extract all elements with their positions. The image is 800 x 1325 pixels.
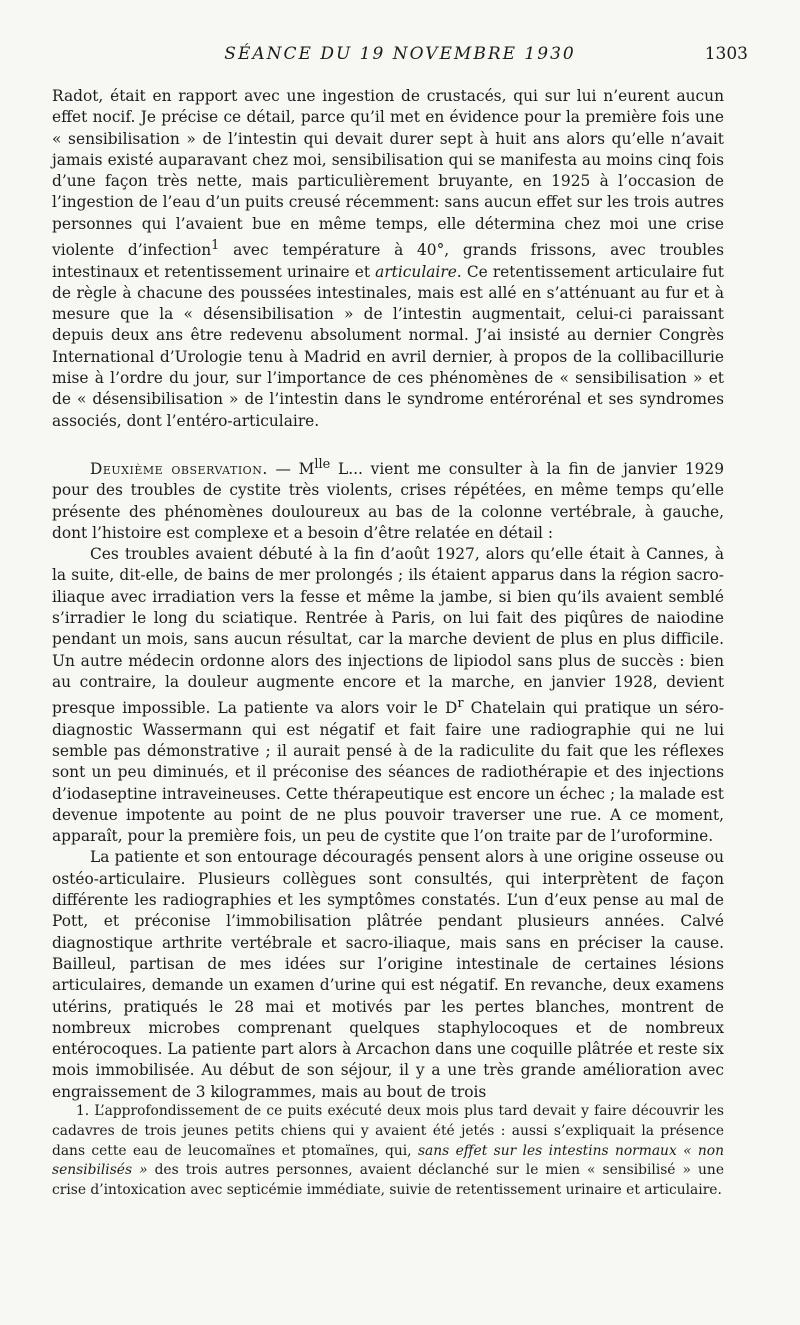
paragraph-3-cont: Chatelain qui pratique un séro-diagnostic Wassermann qui est négatif et fait faire une radiographie qui ne lui semble pas démonstrative ; il aurait pensé à de la radiculite du fait que les réflexes sont un peu diminués, et il préconise des séances de radiothérapie et des injections d’iodaseptine intraveineuses. Cette thérapeutique est encore un échec ; la malade est devenue impotente au point de ne plus pouvoir traverser une rue. A ce moment, apparaît, pour la première fois, un peu de cystite que l’on traite par de l’uroformine. [52,699,724,846]
paragraph-1 [52,86,724,432]
footnote-paragraph [52,1102,724,1201]
paragraph-2-text: L... vient me consulter à la fin de janvier 1929 pour des troubles de cystite très violents, crises répétées, en même temps qu’elle présente des phénomènes douloureux au bas de la colonne vertébrale, à gauche, dont l’histoire est complexe et a besoin d’être relatée en détail : [52,460,724,542]
paragraph-1-end: Ce retentissement articulaire fut de règle à chacune des poussées intestinales, mais est allé en s’atténuant au fur et à mesure que la « désensibilisation » de l’intestin augmentait, celui-ci paraissant depuis deux ans être redevenu absolument normal. J’ai insisté au dernier Congrès International d’Urologie tenu à Madrid en avril dernier, à propos de la collibacillurie mise à l’ordre du jour, sur l’importance de ces phénomènes de « sensibilisation » et de « désensibilisation » de l’intestin dans le syndrome entérorénal et ses syndromes associés, dont l’entéro-articulaire. [52,262,724,430]
footnote [52,1102,724,1201]
title-sup: lle [314,456,331,472]
paragraph-1-text: Radot, était en rapport avec une ingestion de crustacés, qui sur lui n’eurent aucun effet nocif. Je précise ce détail, parce qu’il met en évidence pour la première fois une « sensibilisation » de l’intestin qui devait durer sept à huit ans alors qu’elle n’avait jamais existé auparavant chez moi, sensibilisation qui se manifesta au moins cinq fois d’une façon très nette, mais particulièrement bruyante, en 1925 à l’occasion de l’ingestion de l’eau d’un puits creusé récemment: sans aucun effet sur les trois autres personnes qui l’avaient bue en même temps, elle détermina chez moi une crise violente d’infection [52,87,724,260]
dash-title: — M [267,460,315,478]
footnote-italic: sans effet sur les intestins normaux « non sensibilisés » [52,1142,724,1179]
paragraph-4 [52,847,724,1103]
paragraph-3-text: Ces troubles avaient débuté à la fin d’août 1927, alors qu’elle était à Cannes, à la suite, dit-elle, de bains de mer prolongés ; ils étaient apparus dans la région sacro-iliaque avec irradiation vers la fesse et même la jambe, si bien qu’ils avaient semblé s’irradier le long du sciatique. Rentrée à Paris, on lui fait des piqûres de naiodine pendant un mois, sans aucun résultat, car la marche devient de plus en plus difficile. Un autre médecin ordonne alors des injections de lipiodol sans plus de succès : bien au contraire, la douleur augmente encore et la marche, en janvier 1928, devient presque impossible. La patiente va alors voir le D [52,545,724,718]
italic-word: articulaire. [375,262,462,281]
footnote-text: 1. L’approfondissement de ce puits exécuté deux mois plus tard devait y faire découvrir les cadavres de trois jeunes petits chiens qui y avaient été jetés : aussi s’expliquait la présence dans cette eau de leucomaïnes et ptomaïnes, qui, [52,1103,724,1159]
doctor-sup: r [457,696,464,712]
paragraph-1-cont: avec température à 40°, grands frissons, avec troubles intestinaux et retentissement urinaire et [52,241,724,281]
paragraph-2 [52,454,724,544]
paragraph-3 [52,544,724,847]
footnote-end: des trois autres personnes, avaient déclanché sur le mien « sensibilisé » une crise d’intoxication avec septicémie immédiate, suivie de retentissement urinaire et articulaire. [52,1162,724,1199]
observation-heading: Deuxième observation. [90,460,268,478]
paragraph-4-text: La patiente et son entourage découragés pensent alors à une origine osseuse ou ostéo-articulaire. Plusieurs collègues sont consultés, qui interprètent de façon différente les radiographies et les symptômes constatés. L’un d’eux pense au mal de Pott, et préconise l’immobilisation plâtrée pendant plusieurs années. Calvé diagnostique arthrite vertébrale et sacro-iliaque, mais sans en préciser la cause. Bailleul, partisan de mes idées sur l’origine intestinale de certaines lésions articulaires, demande un examen d’urine qui est négatif. En revanche, deux examens utérins, pratiqués le 28 mai et motivés par les pertes blanches, montrent de nombreux microbes comprenant quelques staphylocoques et de nombreux entérocoques. La patiente part alors à Arcachon dans une coquille plâtrée et reste six mois immobilisée. Au début de son séjour, il y a une très grande amélioration avec engraissement de 3 kilogrammes, mais au bout de trois [52,848,724,1101]
main-text [52,86,724,1103]
page-number: 1303 [704,44,748,64]
footnote-ref: 1 [211,238,220,254]
running-header [52,44,748,68]
header-title: SÉANCE DU 19 NOVEMBRE 1930 [224,44,576,64]
